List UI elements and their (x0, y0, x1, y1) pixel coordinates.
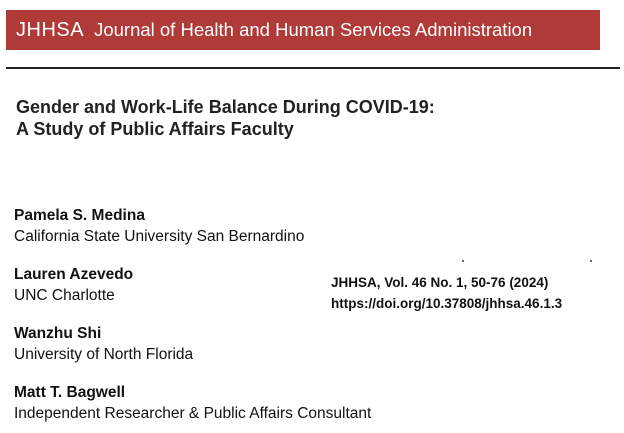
author-name: Wanzhu Shi (14, 325, 102, 342)
decorative-dot (462, 260, 464, 262)
author-block (14, 382, 371, 424)
decorative-dot (590, 260, 592, 262)
author-block (14, 264, 133, 306)
author-block (14, 205, 304, 247)
author-name: Pamela S. Medina (14, 207, 145, 224)
journal-full-name: Journal of Health and Human Services Administration (94, 19, 533, 40)
article-title (16, 96, 435, 140)
citation-volume: JHHSA, Vol. 46 No. 1, 50-76 (2024) (331, 275, 549, 290)
author-block (14, 323, 193, 365)
article-title-line1: Gender and Work-Life Balance During COVID-19: (16, 97, 435, 117)
author-affiliation: University of North Florida (14, 346, 194, 363)
author-name: Matt T. Bagwell (14, 384, 126, 401)
article-title-line2: A Study of Public Affairs Faculty (16, 119, 294, 139)
author-affiliation: Independent Researcher & Public Affairs Consultant (14, 405, 372, 422)
doi-link[interactable]: https://doi.org/10.37808/jhhsa.46.1.3 (331, 296, 563, 311)
journal-abbreviation: JHHSA (16, 18, 85, 41)
author-affiliation: California State University San Bernardino (14, 228, 305, 245)
author-name: Lauren Azevedo (14, 266, 134, 283)
journal-banner (6, 10, 600, 50)
citation-block (331, 272, 562, 314)
author-affiliation: UNC Charlotte (14, 287, 115, 304)
header-divider (6, 67, 620, 69)
